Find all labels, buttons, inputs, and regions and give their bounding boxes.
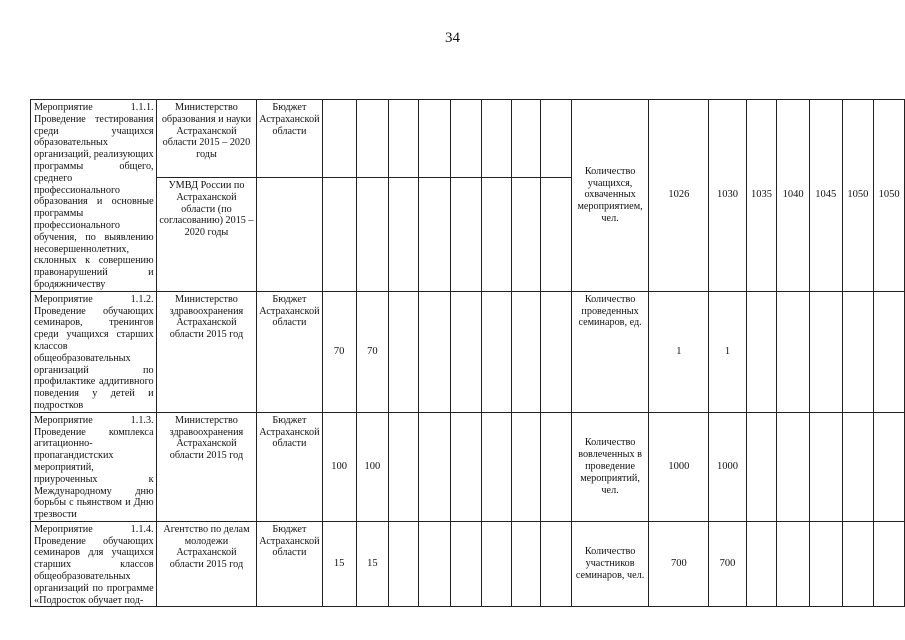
empty-cell (541, 291, 571, 412)
empty-cell (511, 291, 541, 412)
value-2020-cell: 1050 (842, 100, 874, 292)
executor-cell: УМВД России по Астраханской области (по согласованию) 2015 – 2020 годы (156, 178, 257, 292)
empty-cell (541, 412, 571, 521)
empty-cell (450, 521, 481, 607)
value-2015-cell: 1 (649, 291, 709, 412)
funding-total-cell: 70 (322, 291, 356, 412)
value-2016-cell: 1 (709, 291, 746, 412)
value-2019-cell (809, 521, 842, 607)
executor-cell: Министерство здравоохранения Астраханской области 2015 год (156, 291, 257, 412)
value-2020-cell (842, 291, 874, 412)
empty-cell (356, 178, 388, 292)
value-target-cell (874, 521, 905, 607)
value-2016-cell: 1030 (709, 100, 746, 292)
executor-cell: Агентство по делам молодежи Астраханской области 2015 год (156, 521, 257, 607)
funding-total-cell: 15 (322, 521, 356, 607)
empty-cell (482, 412, 512, 521)
value-2018-cell (777, 412, 810, 521)
empty-cell (322, 100, 356, 178)
empty-cell (511, 178, 541, 292)
value-2017-cell (746, 291, 777, 412)
value-2017-cell (746, 412, 777, 521)
funding-2015-cell: 15 (356, 521, 388, 607)
value-target-cell (874, 291, 905, 412)
activity-cell: Мероприятие 1.1.1. Проведение тестирования среди учащихся образовательных организаций, реализующих программы общего, среднего профессионального образования и основные программы профессионального обучения, по выявлению несовершеннолетних, склонных к совершению правонарушений и бродяжничеству (31, 100, 157, 292)
empty-cell (419, 521, 450, 607)
empty-cell (389, 100, 419, 178)
empty-cell (450, 291, 481, 412)
table-row (31, 291, 905, 412)
empty-cell (450, 178, 481, 292)
value-2016-cell: 1000 (709, 412, 746, 521)
value-2019-cell (809, 412, 842, 521)
executor-cell: Министерство образования и науки Астраханской области 2015 – 2020 годы (156, 100, 257, 178)
funding-total-cell: 100 (322, 412, 356, 521)
value-2018-cell: 1040 (777, 100, 810, 292)
empty-cell (389, 291, 419, 412)
empty-cell (322, 178, 356, 292)
empty-cell (482, 178, 512, 292)
value-2019-cell (809, 291, 842, 412)
value-2016-cell: 700 (709, 521, 746, 607)
empty-cell (419, 291, 450, 412)
funding-source-cell: Бюджет Астраханской области (257, 291, 322, 412)
value-2015-cell: 1000 (649, 412, 709, 521)
value-2017-cell: 1035 (746, 100, 777, 292)
empty-cell (389, 412, 419, 521)
activity-cell: Мероприятие 1.1.4. Проведение обучающих семинаров для учащихся старших классов общеобразовательных организаций по программе «Подросток обучает под- (31, 521, 157, 607)
table-row (31, 521, 905, 607)
value-2015-cell: 1026 (649, 100, 709, 292)
empty-cell (511, 521, 541, 607)
indicator-cell: Количество учащихся, охваченных мероприятием, чел. (571, 100, 649, 292)
empty-cell (450, 412, 481, 521)
empty-cell (541, 100, 571, 178)
empty-cell (419, 412, 450, 521)
empty-cell (541, 521, 571, 607)
empty-cell (541, 178, 571, 292)
value-2020-cell (842, 521, 874, 607)
empty-cell (419, 178, 450, 292)
funding-source-cell: Бюджет Астраханской области (257, 412, 322, 521)
executor-cell: Министерство здравоохранения Астраханской области 2015 год (156, 412, 257, 521)
program-table (30, 99, 905, 607)
empty-cell (419, 100, 450, 178)
activity-cell: Мероприятие 1.1.2. Проведение обучающих семинаров, тренингов среди учащихся старших классов общеобразовательных организаций по профилактике аддитивного поведения у детей и подростков (31, 291, 157, 412)
funding-source-cell: Бюджет Астраханской области (257, 100, 322, 178)
activity-cell: Мероприятие 1.1.3. Проведение комплекса агитационно-пропагандистских мероприятий, приуроченных к Международному дню борьбы с пьянством и Дню трезвости (31, 412, 157, 521)
value-2018-cell (777, 291, 810, 412)
empty-cell (482, 521, 512, 607)
empty-cell (482, 291, 512, 412)
indicator-cell: Количество участников семинаров, чел. (571, 521, 649, 607)
table-row (31, 412, 905, 521)
empty-cell (511, 412, 541, 521)
empty-cell (482, 100, 512, 178)
table-row (31, 100, 905, 178)
funding-2015-cell: 70 (356, 291, 388, 412)
empty-cell (450, 100, 481, 178)
value-target-cell (874, 412, 905, 521)
funding-2015-cell: 100 (356, 412, 388, 521)
page-number: 34 (445, 30, 460, 46)
empty-cell (511, 100, 541, 178)
indicator-cell: Количество вовлеченных в проведение мероприятий, чел. (571, 412, 649, 521)
funding-source-cell: Бюджет Астраханской области (257, 521, 322, 607)
empty-cell (257, 178, 322, 292)
value-target-cell: 1050 (874, 100, 905, 292)
value-2019-cell: 1045 (809, 100, 842, 292)
empty-cell (356, 100, 388, 178)
value-2020-cell (842, 412, 874, 521)
empty-cell (389, 521, 419, 607)
value-2017-cell (746, 521, 777, 607)
value-2015-cell: 700 (649, 521, 709, 607)
empty-cell (389, 178, 419, 292)
value-2018-cell (777, 521, 810, 607)
indicator-cell: Количество проведенных семинаров, ед. (571, 291, 649, 412)
